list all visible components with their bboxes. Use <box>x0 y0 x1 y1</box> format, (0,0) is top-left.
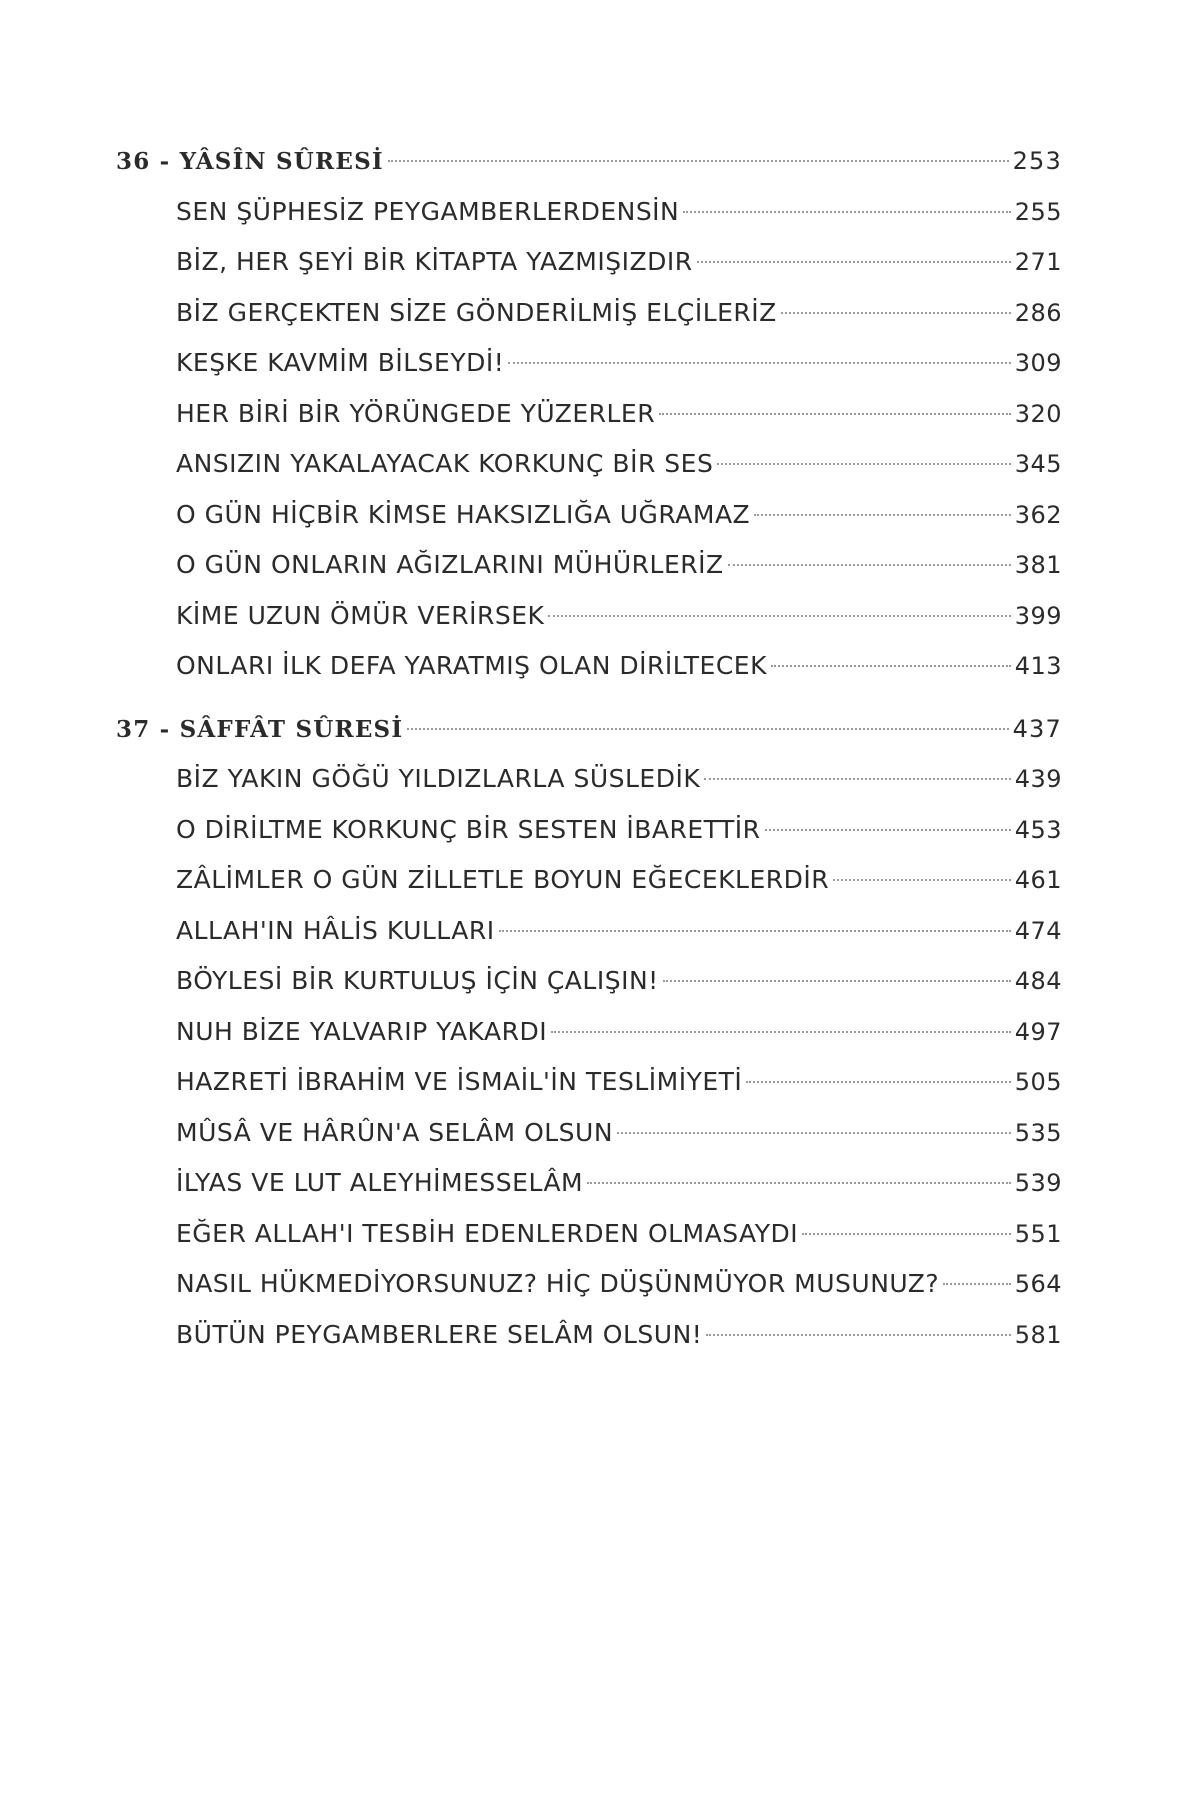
dot-leader <box>508 362 1010 364</box>
page-number: 497 <box>1014 1017 1062 1046</box>
dot-leader <box>943 1283 1011 1285</box>
toc-entry[interactable] <box>116 906 1062 957</box>
section-heading[interactable] <box>116 136 1062 187</box>
page-number: 253 <box>1012 147 1062 175</box>
entry-title: ALLAH'IN HÂLİS KULLARI <box>176 915 495 945</box>
toc-entry[interactable] <box>116 1057 1062 1108</box>
toc-entry[interactable] <box>116 1007 1062 1058</box>
page-number: 437 <box>1012 714 1062 743</box>
dot-leader <box>697 261 1011 263</box>
section-title: 36 - YÂSÎN SÛRESİ <box>116 148 384 175</box>
toc-entry[interactable] <box>116 1158 1062 1209</box>
page-number: 255 <box>1014 197 1062 226</box>
toc-entry[interactable] <box>116 641 1062 692</box>
toc-entry[interactable] <box>116 1259 1062 1310</box>
dot-leader <box>683 211 1010 213</box>
page-number: 320 <box>1014 399 1062 428</box>
entry-title: BÖYLESİ BİR KURTULUŞ İÇİN ÇALIŞIN! <box>176 966 659 995</box>
toc-entry[interactable] <box>116 540 1062 591</box>
entry-title: BÜTÜN PEYGAMBERLERE SELÂM OLSUN! <box>176 1319 703 1349</box>
page-number: 271 <box>1014 248 1062 276</box>
toc-entry[interactable] <box>116 805 1062 856</box>
entry-title: MÛSÂ VE HÂRÛN'A SELÂM OLSUN <box>176 1117 614 1147</box>
page-number: 551 <box>1014 1219 1062 1248</box>
dot-leader <box>781 312 1011 314</box>
page-number: 309 <box>1014 349 1062 377</box>
page-number: 345 <box>1014 450 1062 478</box>
toc-entry[interactable] <box>116 591 1062 642</box>
entry-title: ZÂLİMLER O GÜN ZİLLETLE BOYUN EĞECEKLERDİR <box>176 865 830 894</box>
entry-title: BİZ GERÇEKTEN SİZE GÖNDERİLMİŞ ELÇİLERİZ <box>176 297 777 327</box>
section-heading[interactable] <box>116 704 1062 755</box>
toc-entry[interactable] <box>116 237 1062 288</box>
section-title: 37 - SÂFFÂT SÛRESİ <box>116 715 404 743</box>
toc-entry[interactable] <box>116 956 1062 1007</box>
dot-leader <box>617 1132 1011 1134</box>
dot-leader <box>717 463 1010 465</box>
entry-title: KEŞKE KAVMİM BİLSEYDİ! <box>176 348 505 377</box>
page-number: 362 <box>1014 500 1062 529</box>
entry-title: KİME UZUN ÖMÜR VERİRSEK <box>176 600 545 630</box>
table-of-contents <box>116 136 1062 1372</box>
entry-title: EĞER ALLAH'I TESBİH EDENLERDEN OLMASAYDI <box>176 1218 799 1248</box>
entry-title: ONLARI İLK DEFA YARATMIŞ OLAN DİRİLTECEK <box>176 651 767 680</box>
dot-leader <box>833 879 1011 881</box>
entry-title: O GÜN ONLARIN AĞIZLARINI MÜHÜRLERİZ <box>176 550 724 579</box>
page-number: 286 <box>1014 298 1062 327</box>
entry-title: HER BİRİ BİR YÖRÜNGEDE YÜZERLER <box>176 398 656 428</box>
entry-title: SEN ŞÜPHESİZ PEYGAMBERLERDENSİN <box>176 196 680 226</box>
entry-title: BİZ YAKIN GÖĞÜ YILDIZLARLA SÜSLEDİK <box>176 764 701 793</box>
dot-leader <box>499 930 1011 932</box>
toc-entry[interactable] <box>116 754 1062 805</box>
toc-entry[interactable] <box>116 187 1062 238</box>
dot-leader <box>746 1081 1010 1083</box>
toc-entry[interactable] <box>116 490 1062 541</box>
entry-title: NASIL HÜKMEDİYORSUNUZ? HİÇ DÜŞÜNMÜYOR MUSUNUZ? <box>176 1269 940 1298</box>
dot-leader <box>704 778 1010 780</box>
dot-leader <box>728 564 1011 566</box>
toc-entry[interactable] <box>116 1310 1062 1361</box>
dot-leader <box>706 1334 1010 1336</box>
page-number: 484 <box>1014 967 1062 995</box>
dot-leader <box>802 1233 1011 1235</box>
dot-leader <box>659 413 1011 415</box>
entry-title: HAZRETİ İBRAHİM VE İSMAİL'İN TESLİMİYETİ <box>176 1067 743 1096</box>
toc-entry[interactable] <box>116 1108 1062 1159</box>
dot-leader <box>388 160 1009 162</box>
entry-title: BİZ, HER ŞEYİ BİR KİTAPTA YAZMIŞIZDIR <box>176 247 693 276</box>
toc-entry[interactable] <box>116 288 1062 339</box>
toc-entry[interactable] <box>116 338 1062 389</box>
toc-entry[interactable] <box>116 439 1062 490</box>
dot-leader <box>765 829 1011 831</box>
entry-title: İLYAS VE LUT ALEYHİMESSELÂM <box>176 1168 584 1197</box>
page-number: 413 <box>1014 652 1062 680</box>
page-number: 453 <box>1014 815 1062 844</box>
page-number: 381 <box>1014 551 1062 579</box>
dot-leader <box>663 980 1011 982</box>
dot-leader <box>771 665 1011 667</box>
page-number: 474 <box>1014 916 1062 945</box>
toc-entry[interactable] <box>116 389 1062 440</box>
entry-title: ANSIZIN YAKALAYACAK KORKUNÇ BİR SES <box>176 449 714 478</box>
page-number: 564 <box>1014 1270 1062 1298</box>
toc-entry[interactable] <box>116 1209 1062 1260</box>
dot-leader <box>407 728 1008 730</box>
page-number: 581 <box>1014 1320 1062 1349</box>
page-number: 539 <box>1014 1169 1062 1197</box>
entry-title: O DİRİLTME KORKUNÇ BİR SESTEN İBARETTİR <box>176 814 761 844</box>
entry-title: NUH BİZE YALVARIP YAKARDI <box>176 1016 548 1046</box>
page-number: 535 <box>1014 1118 1062 1147</box>
toc-section-37 <box>116 704 1062 1361</box>
dot-leader <box>587 1182 1011 1184</box>
toc-entry[interactable] <box>116 855 1062 906</box>
page-number: 461 <box>1014 866 1062 894</box>
entry-title: O GÜN HİÇBİR KİMSE HAKSIZLIĞA UĞRAMAZ <box>176 499 751 529</box>
dot-leader <box>551 1031 1011 1033</box>
dot-leader <box>754 514 1011 516</box>
dot-leader <box>548 615 1010 617</box>
page-number: 439 <box>1014 765 1062 793</box>
toc-section-36 <box>116 136 1062 692</box>
page-number: 399 <box>1014 601 1062 630</box>
page-number: 505 <box>1014 1068 1062 1096</box>
